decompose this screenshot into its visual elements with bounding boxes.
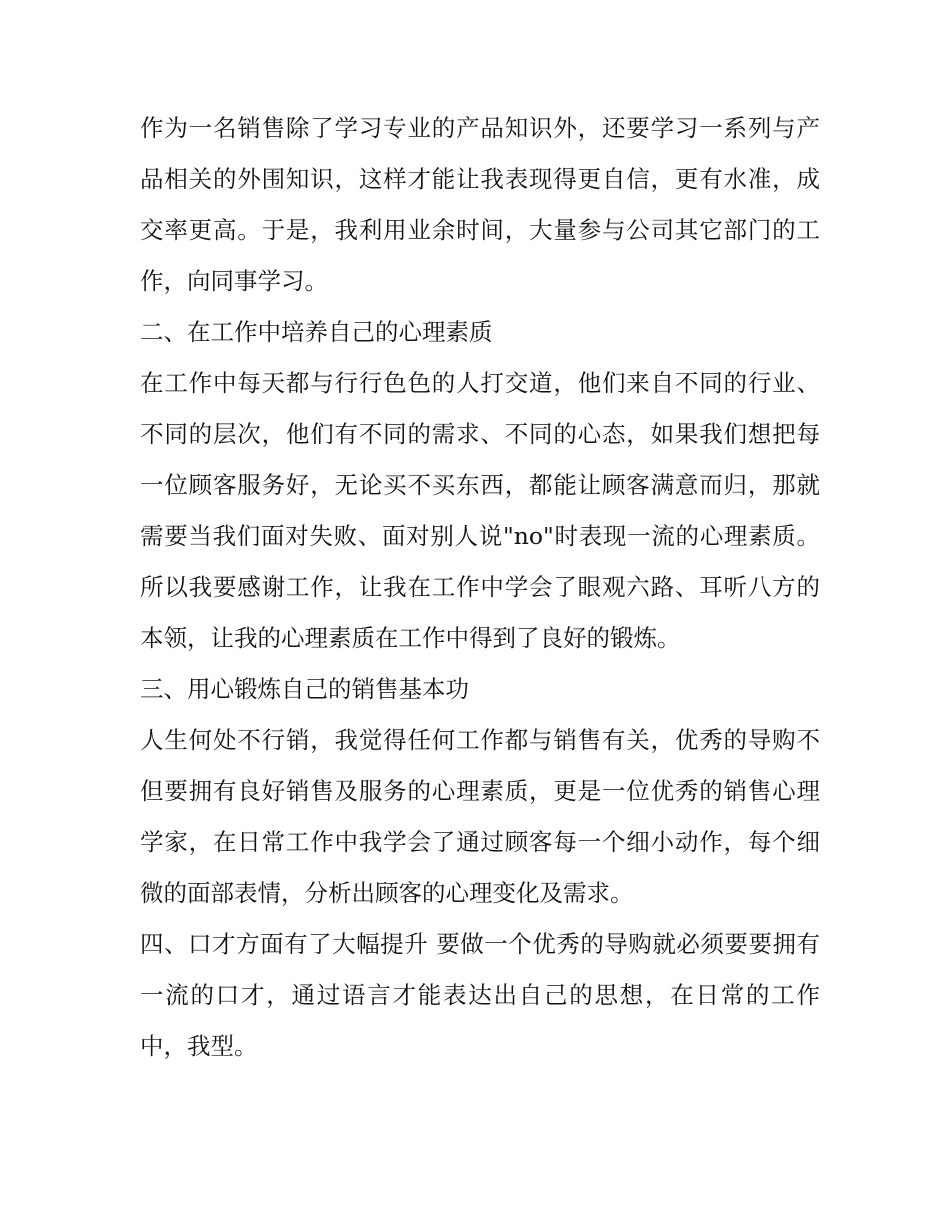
document-body — [140, 103, 820, 1072]
paragraph-psychological-quality: 在工作中每天都与行行色色的人打交道，他们来自不同的行业、不同的层次，他们有不同的需求、不同的心态，如果我们想把每一位顾客服务好，无论买不买东西，都能让顾客满意而归，那就需要当我们面对失败、面对别人说"no"时表现一流的心理素质。所以我要感谢工作，让我在工作中学会了眼观六路、耳听八方的本领，让我的心理素质在工作中得到了良好的锻炼。 — [140, 369, 820, 652]
paragraph-eloquence: 四、口才方面有了大幅提升 要做一个优秀的导购就必须要要拥有一流的口才，通过语言才能表达出自己的思想，在日常的工作中，我型。 — [140, 930, 820, 1060]
heading-sales-fundamentals: 三、用心锻炼自己的销售基本功 — [140, 675, 469, 703]
paragraph-learning: 作为一名销售除了学习专业的产品知识外，还要学习一系列与产品相关的外围知识，这样才能让我表现得更自信，更有水准，成交率更高。于是，我利用业余时间，大量参与公司其它部门的工作，向同事学习。 — [140, 114, 820, 295]
heading-psychological-quality: 二、在工作中培养自己的心理素质 — [140, 318, 493, 346]
paragraph-sales-fundamentals: 人生何处不行销，我觉得任何工作都与销售有关，优秀的导购不但要拥有良好销售及服务的心理素质，更是一位优秀的销售心理学家，在日常工作中我学会了通过顾客每一个细小动作，每个细微的面部表情，分析出顾客的心理变化及需求。 — [140, 726, 820, 907]
